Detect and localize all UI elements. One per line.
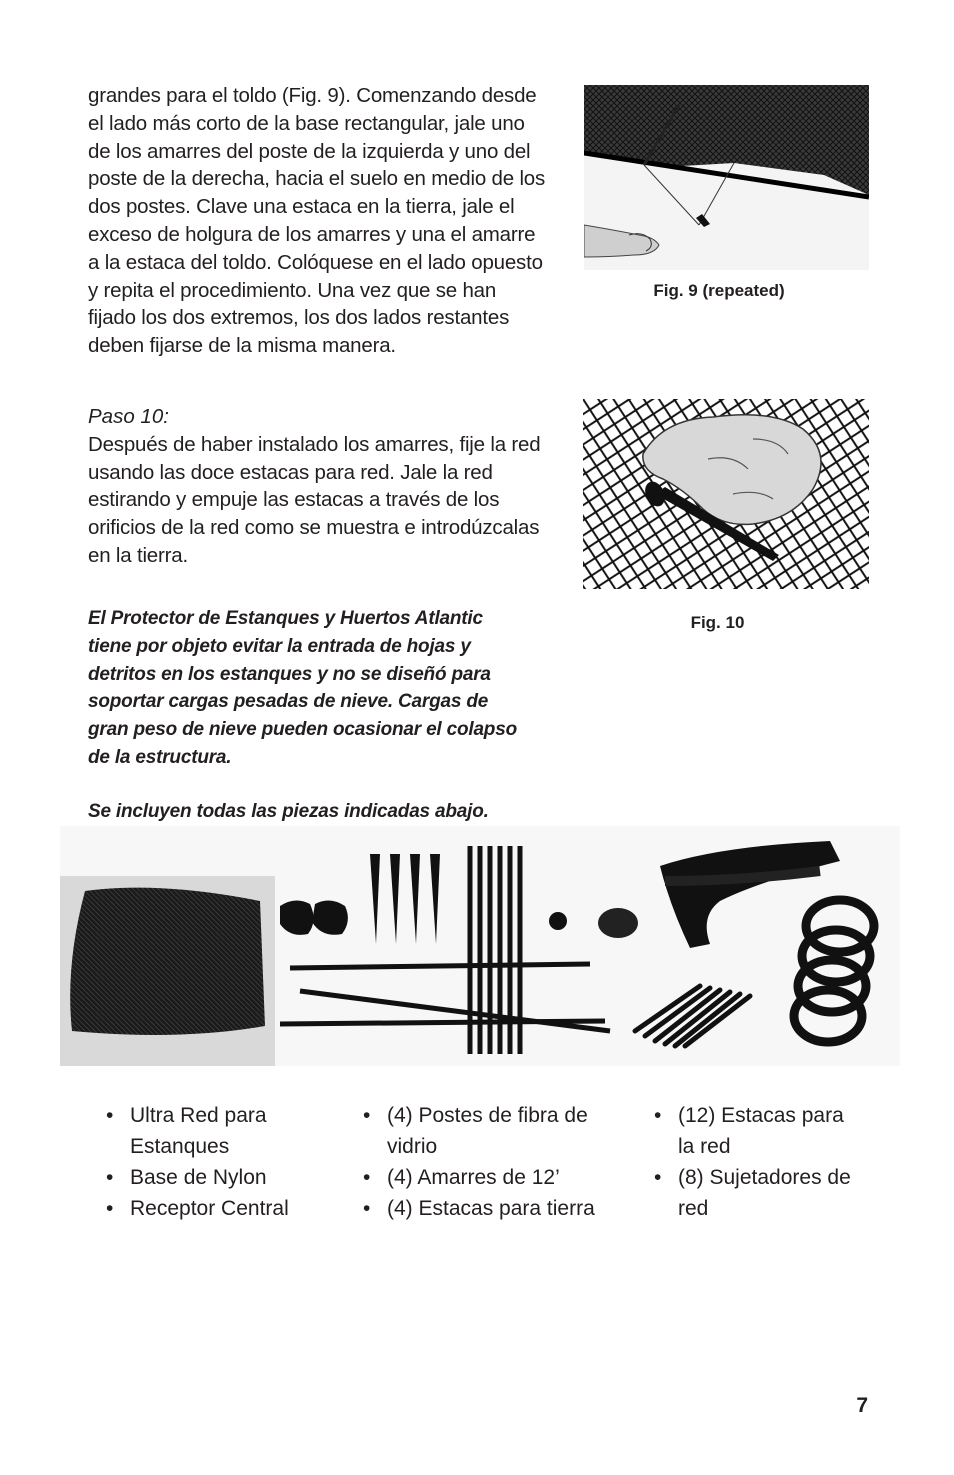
list-item: • Base de Nylon [106,1162,336,1193]
parts-list-col1 [106,1100,336,1224]
list-item: • Ultra Red para Estanques [106,1100,336,1162]
page-number: 7 [856,1394,868,1417]
fig-9-illustration [584,85,869,270]
step-10-title: Paso 10: [88,405,169,428]
parts-list-col3 [654,1100,854,1224]
parts-intro-text: Se incluyen todas las piezas indicadas abajo. [88,801,489,822]
paragraph-text: grandes para el toldo (Fig. 9). Comenzando desde el lado más corto de la base rectangular, jale uno de los amarres del poste de la izquierda y uno del poste de la derecha, hacia el suelo en medio de los dos postes. Clave una estaca en la tierra, jale el exceso de holgura de los amarres y una el amarre a la estaca del toldo. Colóquese en el lado opuesto y repita el procedimiento. Una vez que se han fijado los dos extremos, los dos lados restantes deben fijarse de la misma manera. [88,84,546,358]
fig-9-image [584,85,869,270]
step-10-section [88,403,548,570]
list-item: • (8) Sujetadores de red [654,1162,854,1224]
parts-intro-section [88,798,588,826]
warning-section [88,605,518,772]
list-item: • Receptor Central [106,1193,336,1224]
body-paragraph-continued [88,82,548,360]
fig-9-caption: Fig. 9 (repeated) [653,281,785,300]
warning-text: El Protector de Estanques y Huertos Atlantic tiene por objeto evitar la entrada de hojas y detritos en los estanques y no se diseñó para soportar cargas pesadas de nieve. Cargas de gran peso de nieve pueden ocasionar el colapso de la estructura. [88,608,517,768]
parts-list-col2 [363,1100,623,1224]
parts-illustration [60,826,900,1066]
list-item: • (4) Estacas para tierra [363,1193,623,1224]
fig-10-illustration [583,399,869,589]
fig-10-image [583,399,869,589]
list-item: • (4) Amarres de 12’ [363,1162,623,1193]
step-10-text: Después de haber instalado los amarres, fije la red usando las doce estacas para red. Jale la red estirando y empuje las estacas a través de los orificios de la red como se muestra e introdúzcalas en la tierra. [88,432,541,567]
parts-photo [60,826,900,1066]
list-item: • (12) Estacas para la red [654,1100,854,1162]
list-item: • (4) Postes de fibra de vidrio [363,1100,623,1162]
fig-10-caption: Fig. 10 [690,613,745,632]
